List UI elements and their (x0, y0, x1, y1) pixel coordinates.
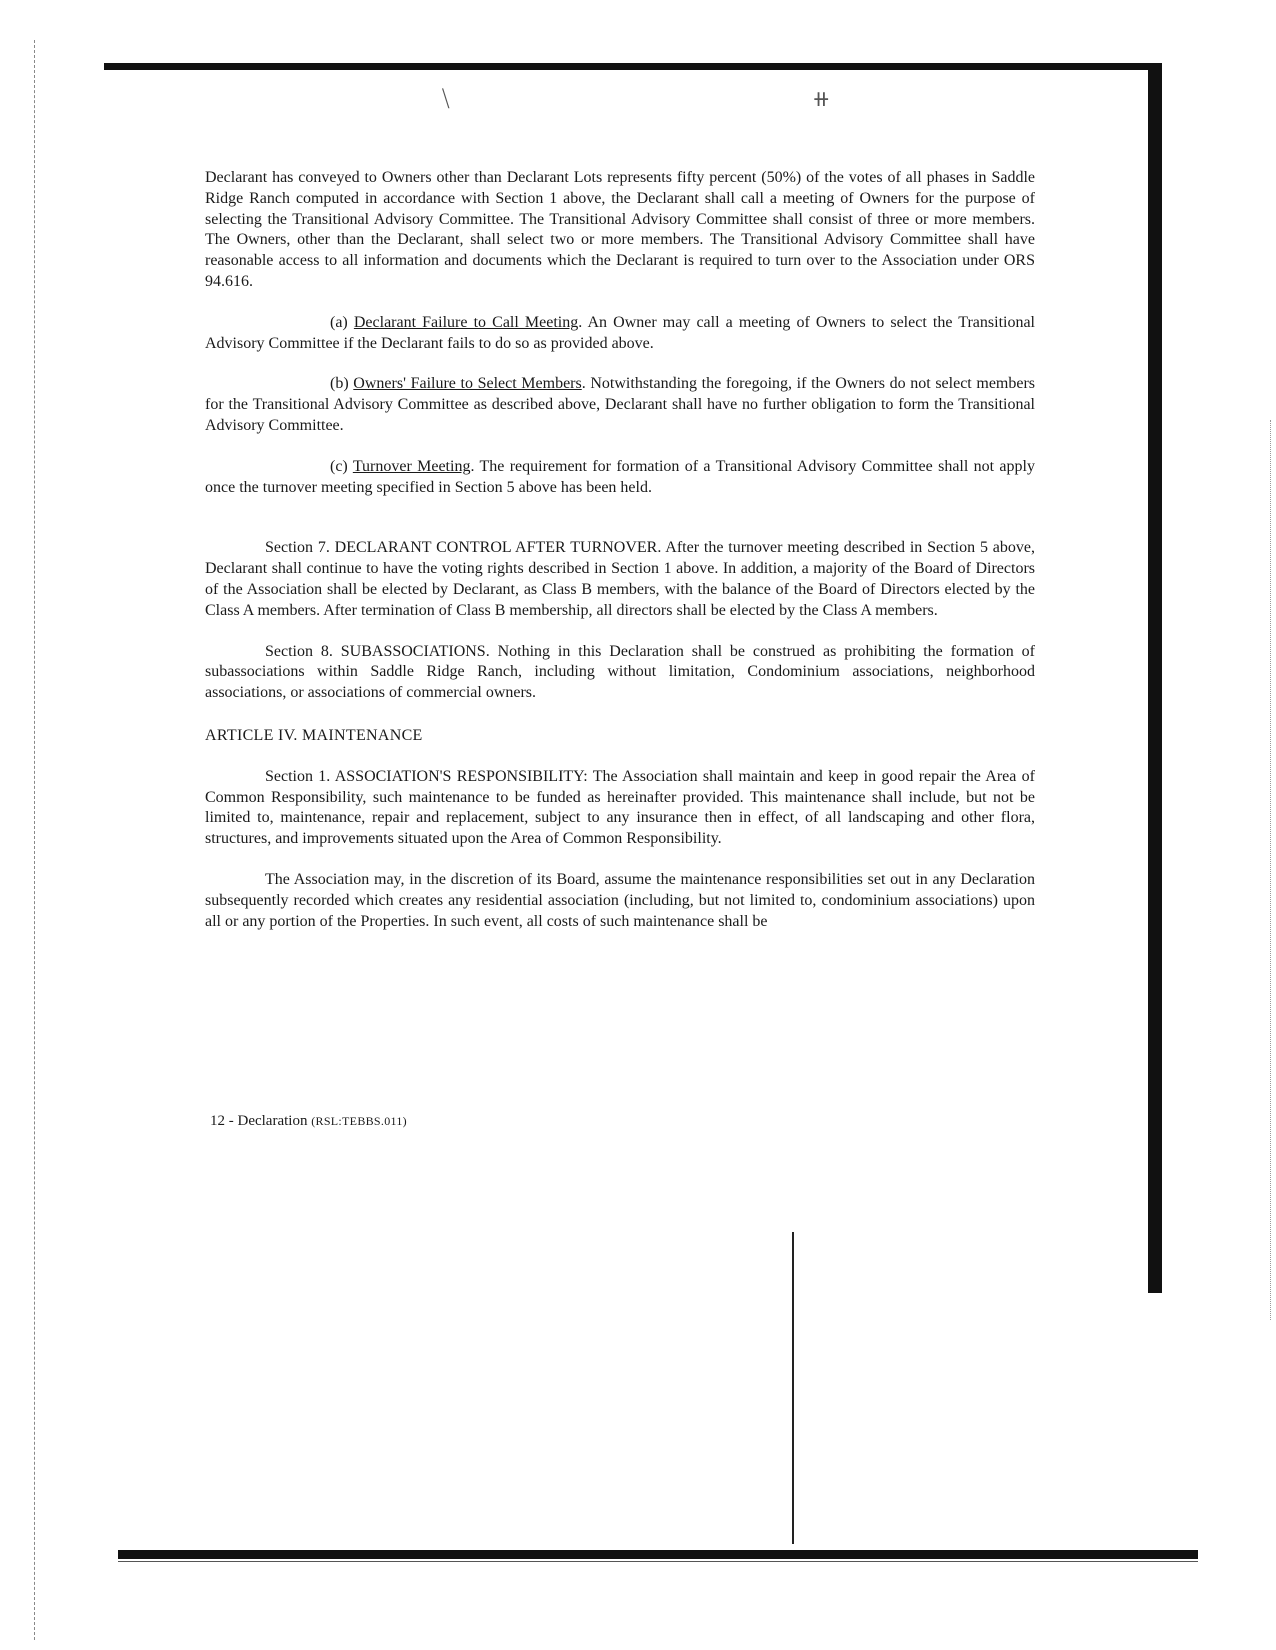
page-footer (210, 1113, 407, 1130)
subsection-b-text: . Notwithstanding the foregoing, if the Owners do not select members for the Transitional Advisory Committee as described above, Declarant shall have no further obligation to form the Transitional Advisory Committee. (205, 375, 1036, 434)
subsection-b-label: (b) (330, 375, 349, 393)
scan-border-bottom (118, 1550, 1198, 1559)
subsection-a (205, 313, 1035, 355)
section-8-paragraph: Section 8. SUBASSOCIATIONS. Nothing in this Declaration shall be construed as prohibiting the formation of subassociations within Saddle Ridge Ranch, including without limitation, Condominium associations, neighborhood associations, or associations of commercial owners. (205, 642, 1035, 702)
subsection-c-text: . The requirement for formation of a Transitional Advisory Committee shall not apply once the turnover meeting specified in Section 5 above has been held. (205, 457, 1035, 496)
footer-doc-id: (RSL:TEBBS.011) (311, 1114, 407, 1128)
section-1-paragraph: Section 1. ASSOCIATION'S RESPONSIBILITY: The Association shall maintain and keep in good repair the Area of Common Responsibility, such maintenance to be funded as hereinafter provided. This maintenance shall include, but not be limited to, maintenance, repair and replacement, subject to any insurance then in effect, of all landscaping and other flora, structures, and improvements situated upon the Area of Common Responsibility. (205, 767, 1035, 848)
scan-border-top (104, 63, 1158, 70)
subsection-a-title: Declarant Failure to Call Meeting (353, 313, 579, 331)
scan-left-edge (34, 40, 36, 1640)
document-body (205, 168, 1035, 932)
intro-paragraph: Declarant has conveyed to Owners other than Declarant Lots represents fifty percent (50%) of the votes of all phases in Saddle Ridge Ranch computed in accordance with Section 1 above, the Declarant shall call a meeting of Owners for the purpose of selecting the Transitional Advisory Committee. The Transitional Advisory Committee shall consist of three or more members. The Owners, other than the Declarant, shall select two or more members. The Transitional Advisory Committee shall have reasonable access to all information and documents which the Declarant is required to turn over to the Association under ORS 94.616. (205, 169, 1035, 290)
scan-border-right (1148, 63, 1162, 1293)
subsection-c (205, 457, 1035, 499)
scan-speck-left: ⧹ (442, 86, 450, 111)
scan-vertical-line (792, 1232, 794, 1544)
article-heading: ARTICLE IV. MAINTENANCE (205, 726, 423, 744)
footer-page-label: 12 - Declaration (210, 1113, 308, 1129)
subsection-c-title: Turnover Meeting (352, 457, 471, 475)
association-paragraph: The Association may, in the discretion of its Board, assume the maintenance responsibilities set out in any Declaration subsequently recorded which creates any residential association (including, but not limited to, condominium associations) upon all or any portion of the Properties. In such event, all costs of such maintenance shall be (205, 870, 1035, 930)
scan-border-bottom-thin (118, 1561, 1198, 1562)
scan-right-edge (1270, 420, 1272, 1320)
subsection-c-label: (c) (330, 457, 348, 475)
subsection-b-title: Owners' Failure to Select Members (353, 375, 582, 393)
subsection-b (205, 374, 1035, 436)
subsection-a-label: (a) (330, 313, 348, 331)
subsection-a-text: . An Owner may call a meeting of Owners to select the Transitional Advisory Committee if the Declarant fails to do so as provided above. (205, 313, 1036, 352)
section-7-paragraph: Section 7. DECLARANT CONTROL AFTER TURNOVER. After the turnover meeting described in Section 5 above, Declarant shall continue to have the voting rights described in Section 1 above. In addition, a majority of the Board of Directors of the Association shall be elected by Declarant, as Class B members, with the balance of the Board of Directors elected by the Class A members. After termination of Class B membership, all directors shall be elected by the Class A members. (205, 539, 1035, 619)
scan-speck-right: ⧺ (812, 86, 831, 111)
